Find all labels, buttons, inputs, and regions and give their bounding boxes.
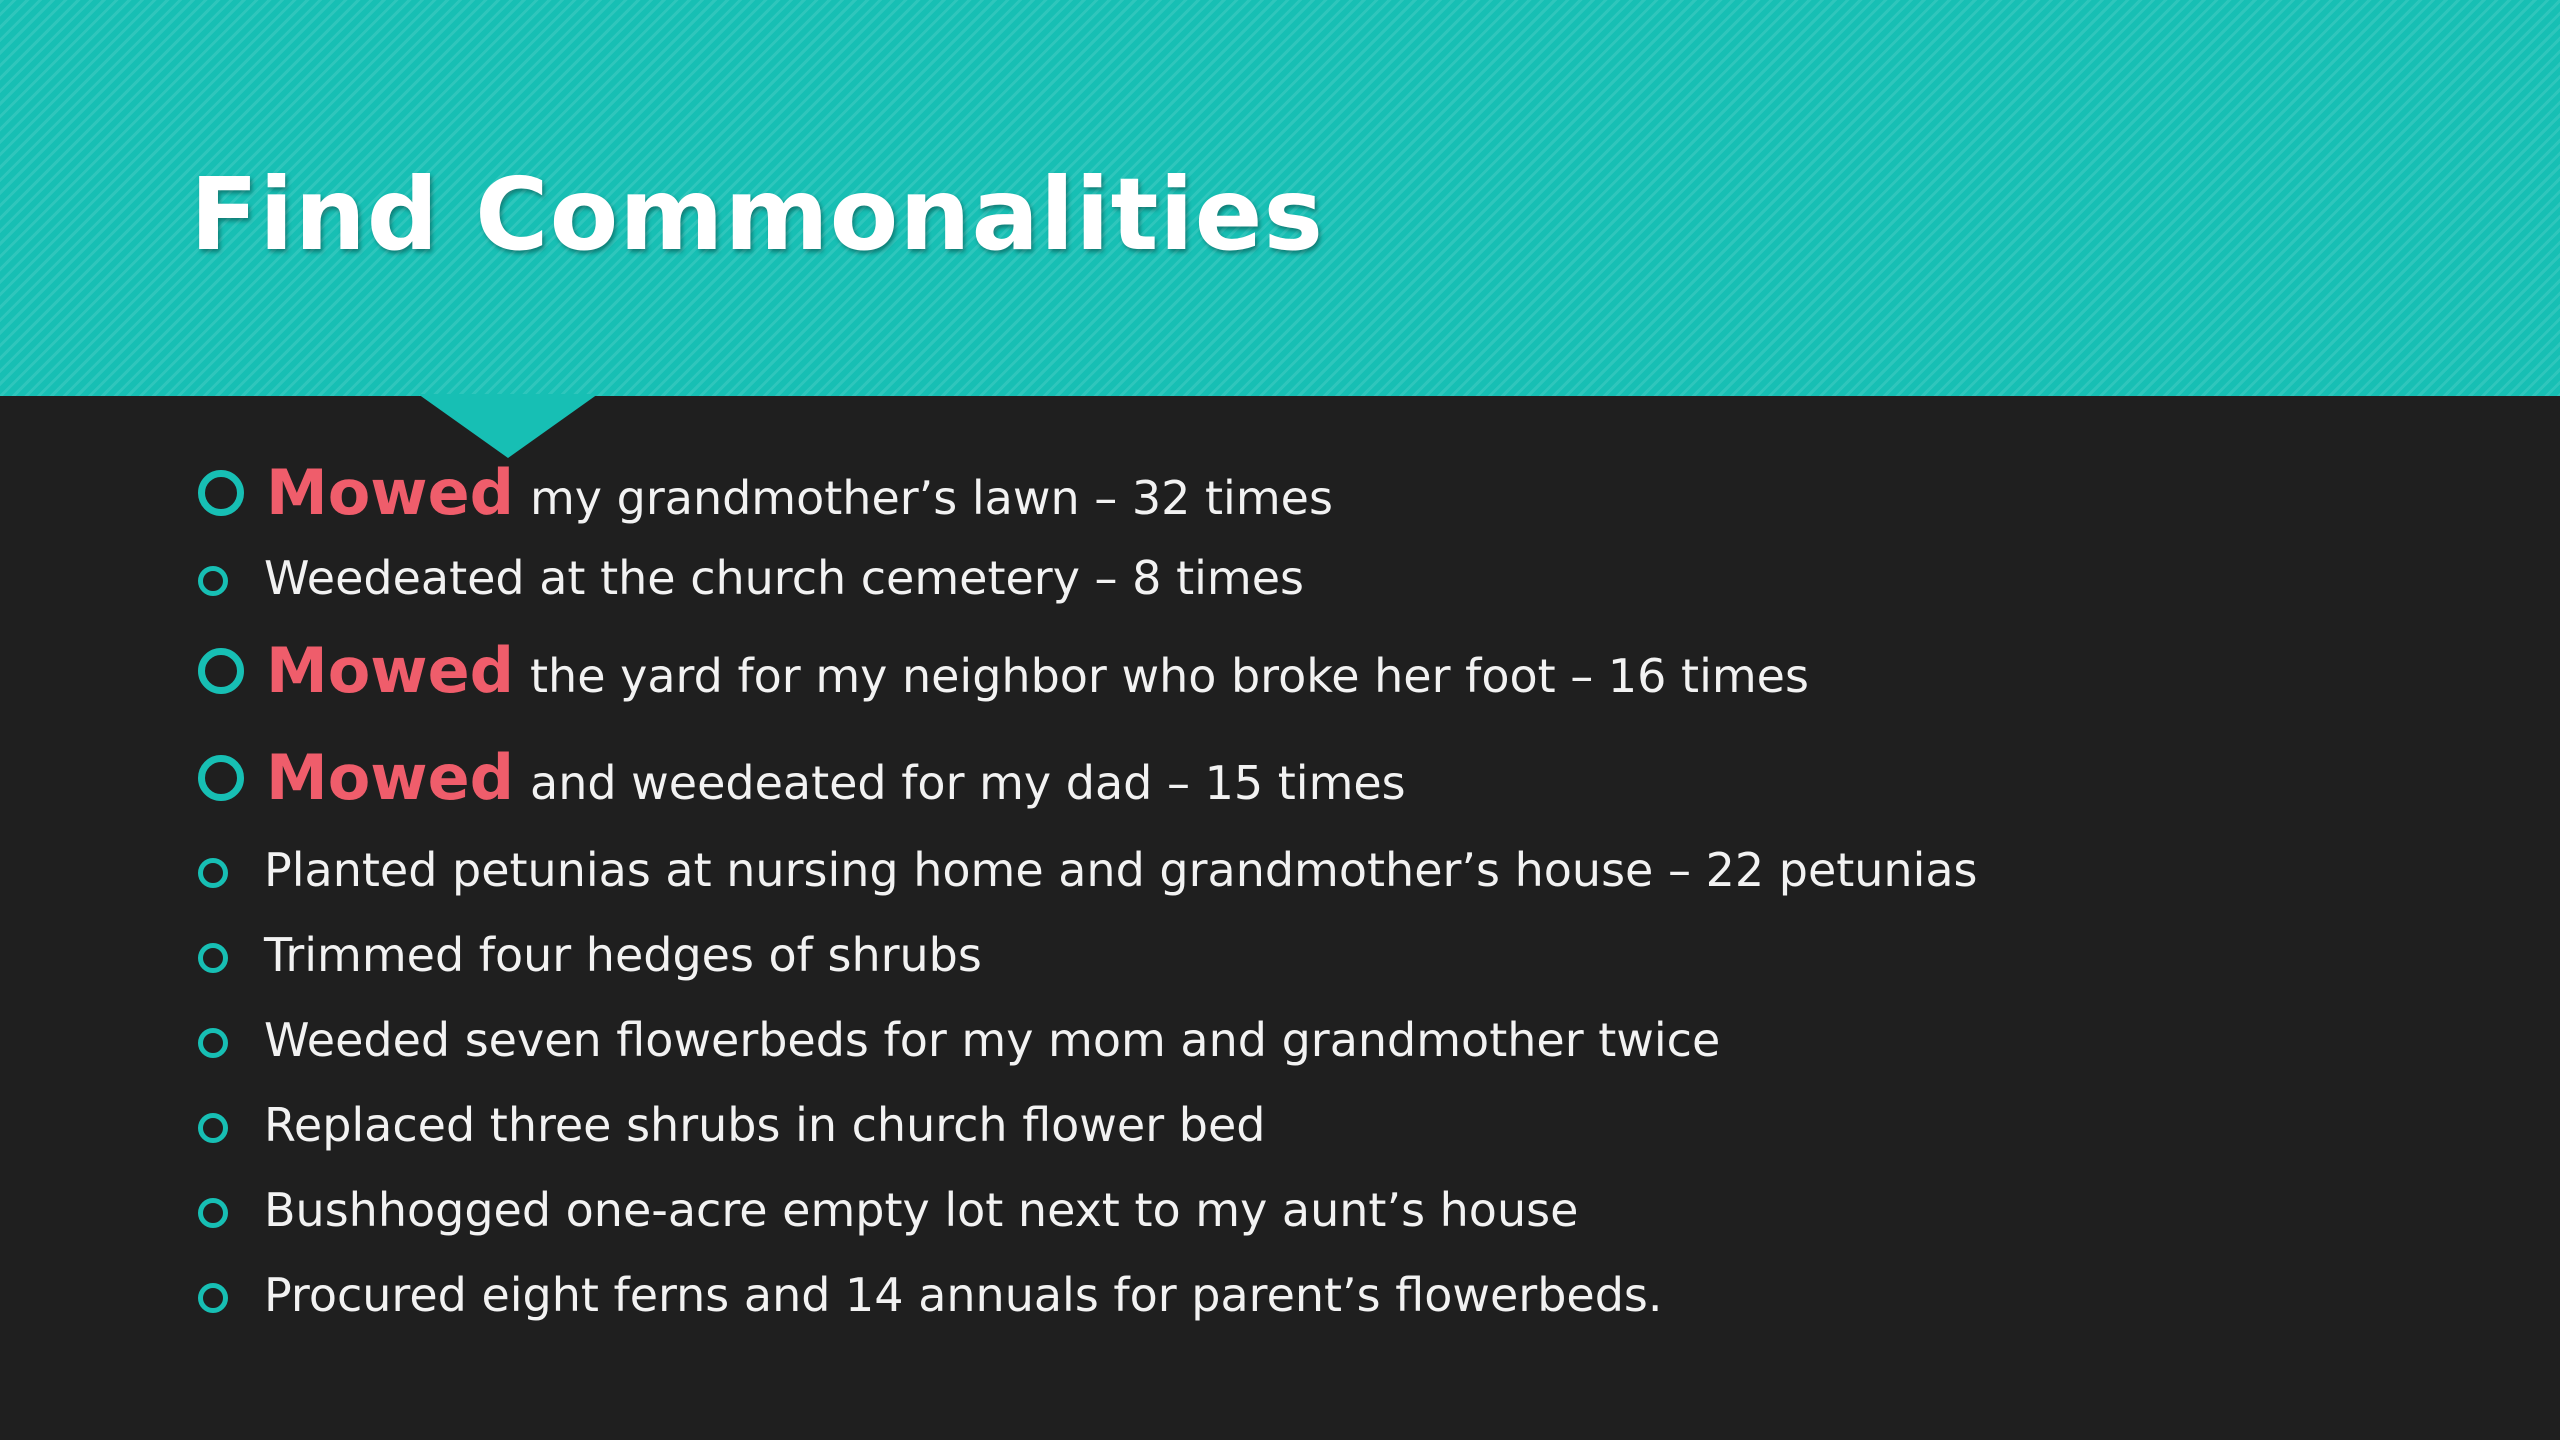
- circle-outline-bullet-icon: [198, 566, 228, 596]
- bullet-item: [198, 843, 1978, 932]
- bullet-text: my grandmother’s lawn – 32 times: [530, 471, 1333, 525]
- circle-outline-bullet-icon: [198, 943, 228, 973]
- circle-outline-bullet-icon: [198, 858, 228, 888]
- bullet-text: Planted petunias at nursing home and grandmother’s house – 22 petunias: [264, 843, 1978, 897]
- bullet-list: [198, 456, 1978, 1357]
- bullet-text: Replaced three shrubs in church flower bed: [264, 1098, 1266, 1152]
- bullet-text: and weedeated for my dad – 15 times: [530, 756, 1406, 810]
- circle-outline-bullet-icon: [198, 1028, 228, 1058]
- circle-outline-bullet-icon: [198, 1283, 228, 1313]
- highlight-keyword: Mowed: [266, 456, 514, 529]
- highlight-keyword: Mowed: [266, 634, 514, 707]
- circle-outline-bullet-icon: [198, 1198, 228, 1228]
- bullet-item: [198, 1013, 1978, 1102]
- bullet-text: Procured eight ferns and 14 annuals for parent’s flowerbeds.: [264, 1268, 1663, 1322]
- bullet-item: [198, 456, 1978, 555]
- bullet-item: [198, 1098, 1978, 1187]
- bullet-text: Bushhogged one-acre empty lot next to my aunt’s house: [264, 1183, 1579, 1237]
- slide-title: Find Commonalities: [190, 156, 1325, 273]
- circle-outline-bullet-icon: [198, 648, 244, 694]
- banner-notch: [418, 394, 598, 458]
- circle-outline-bullet-icon: [198, 755, 244, 801]
- bullet-item: [198, 1268, 1978, 1357]
- bullet-text: Trimmed four hedges of shrubs: [264, 928, 982, 982]
- bullet-text: Weeded seven flowerbeds for my mom and grandmother twice: [264, 1013, 1721, 1067]
- bullet-text: the yard for my neighbor who broke her foot – 16 times: [530, 649, 1809, 703]
- bullet-item: [198, 928, 1978, 1017]
- circle-outline-bullet-icon: [198, 1113, 228, 1143]
- highlight-keyword: Mowed: [266, 741, 514, 814]
- bullet-text: Weedeated at the church cemetery – 8 times: [264, 551, 1304, 605]
- bullet-item: [198, 741, 1978, 847]
- bullet-item: [198, 1183, 1978, 1272]
- circle-outline-bullet-icon: [198, 470, 244, 516]
- bullet-item: [198, 551, 1978, 640]
- bullet-item: [198, 634, 1978, 747]
